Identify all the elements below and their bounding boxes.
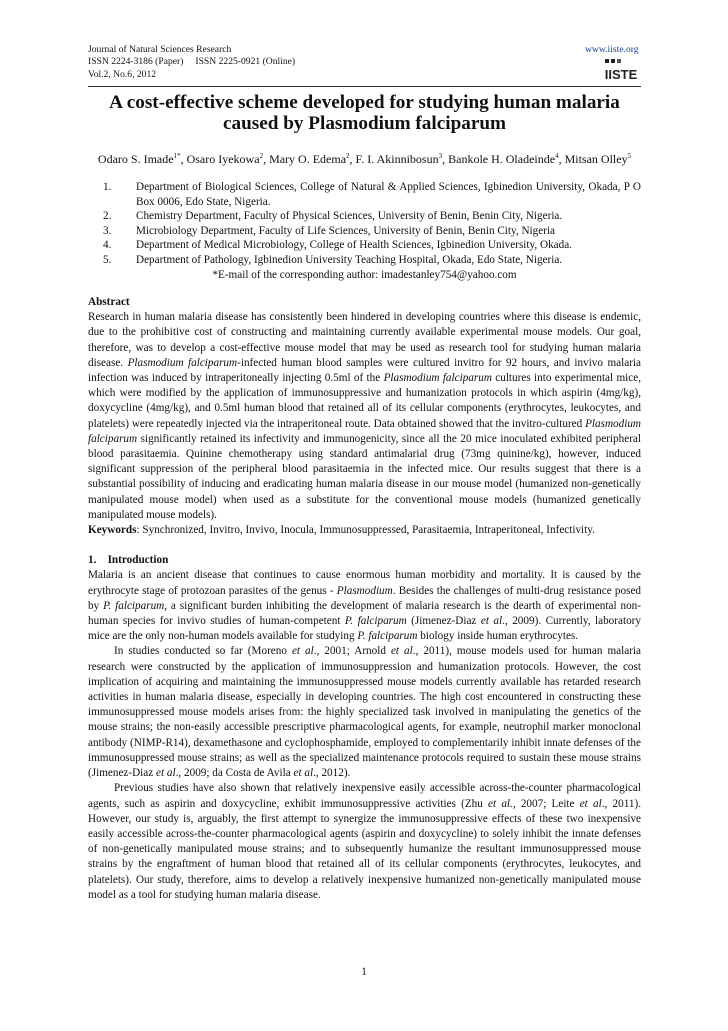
affiliation-text: Department of Biological Sciences, College of Natural & Applied Sciences, Igbinedion University, Okada, P O Box 0006, Edo State, Nigeria. [136,181,641,208]
affiliation-item [103,224,641,239]
author-list [88,149,641,166]
keywords-text: : Synchronized, Invitro, Invivo, Inocula, Immunosuppressed, Parasitaemia, Intraperitoneal, Infectivity. [136,524,595,537]
affiliation-number: 1. [103,181,112,193]
author-name: , Osaro Iyekowa [180,152,260,166]
page-number: 1 [361,966,367,978]
affiliation-list [103,180,641,268]
author-name: , Bankole H. Oladeinde [442,152,556,166]
intro-paragraph-1: Malaria is an ancient disease that continues to cause enormous human morbidity and mortality. It is caused by the erythrocyte stage of protozoan parasites of the genus - Plasmodium. Besides the challenges of multi-drug resistance posed by P. falciparum, a significant burden inhibiting the development of malaria research is the dearth of experimental non-human species for invivo studies of human-competent P. falciparum (Jimenez-Diaz et al., 2009). Currently, laboratory mice are the only non-human models available for studying P. falciparum biology inside human erythrocytes. [88,569,642,643]
section-heading-introduction: 1. Introduction [88,554,169,567]
affiliation-item [103,253,641,268]
journal-url[interactable]: www.iiste.org [585,44,639,55]
keywords-label: Keywords [88,524,137,537]
affiliation-text: Chemistry Department, Faculty of Physical Sciences, University of Benin, Benin City, Nigeria. [136,210,563,223]
affiliation-item [103,180,641,209]
abstract-heading: Abstract [88,296,130,308]
iiste-logo [604,58,638,82]
author-affil-marker: 4 [555,152,559,160]
author-affil-marker: 5 [627,152,632,160]
logo-text: IISTE [604,67,638,82]
header-divider [88,86,641,87]
affiliation-text: Microbiology Department, Faculty of Life Sciences, University of Benin, Benin City, Nigeria [136,224,556,237]
affiliation-number: 3. [103,224,112,237]
affiliation-text: Department of Medical Microbiology, College of Health Sciences, Igbinedion University, Okada. [136,239,572,252]
intro-paragraph-3: Previous studies have also shown that relatively inexpensive easily accessible across-the-counter pharmacological agents, such as aspirin and doxycycline, exhibit immunosuppressive activities (Zhu et al., 2007; Leite et al., 2011). However, our study is, arguably, the first attempt to synergize the immunosuppressive effects of these two inexpensive easily accessible across-the-counter pharmacological agents (aspirin and doxycycline) to solely inhibit the innate defenses of non-genetically manipulated mouse strains; and to subsequently humanize the resultant immunosuppressed mouse strains by the engraftment of human blood that retained all of its cellular components (erythrocytes, leukocytes, and platelets). Our study, therefore, aims to develop a relatively inexpensive humanized non-genetically manipulated mouse model as a tool for studying human malaria disease. [88,782,641,901]
paper-body [88,295,641,903]
affiliation-item [103,238,641,253]
journal-header [88,44,295,81]
issn-row [88,56,295,68]
section-gap [88,538,641,553]
author-affil-marker: 3 [438,152,443,160]
keywords [88,523,641,538]
affiliation-item [103,209,641,224]
author-affil-marker: 2 [346,152,350,160]
author-name: , Mary O. Edema [263,152,347,166]
corresponding-email: *E-mail of the corresponding author: imadestanley754@yahoo.com [212,269,517,281]
intro-paragraph-2: In studies conducted so far (Moreno et al., 2001; Arnold et al., 2011), mouse models used for human malaria research were constructed by the application of immunosuppression and humanization protocols. However, the cost implication of acquiring and maintaining the immunosuppressed mouse models currently available has retarded research activities in human malaria disease, especially in developing countries. The high cost encountered in constructing these immunosuppressed mouse models arises from: the highly specialized task involved in manipulating the genetics of the mouse strains; the non-easily accessible prescriptive pharmacological agents, for example, neutrophil marker monoclonal antibody (NIMP-R14), dexamethasone and cyclophosphamide, employed to complementarily inhibit innate defenses of the immunosuppressed mouse strains; as well as the specialized maintenance protocols required to sustain these mouse strains (Jimenez-Diaz et al., 2009; da Costa de Avila et al., 2012). [88,645,641,780]
abstract-text: Research in human malaria disease has consistently been hindered in developing countries where this disease is endemic, due to the prohibitive cost of constructing and maintaining currently available experimental mouse models. Our goal, therefore, was to develop a cost-effective mouse model that may be used as research tool for studying human malaria disease. Plasmodium falciparum-infected human blood samples were cultured invitro for 92 hours, and invivo malaria infection was induced by intraperitoneally injecting 0.5ml of the Plasmodium falciparum cultures into experimental mice, which were modified by the application of immunosuppressive and humanization protocols in which aspirin (4mg/kg), doxycycline (4mg/kg), and 0.5ml human blood that retained all of its cellular components (erythrocytes, leukocytes, and platelets) were repeatedly injected via the intraperitoneal route. Data obtained showed that the invitro-cultured Plasmodium falciparum significantly retained its infectivity and immunogenicity, since all the 20 mice inoculated exhibited peripheral blood parasitaemia. Quinine chemotherapy using standard antimalarial drug (73mg quinine/kg), however, induced significant suppression of the peripheral blood parasitaemia in the infected mice. Our results suggest that there is a substantial possibility of inducing and eradicating human malaria disease in our mouse model (humanized non-genetically manipulated mouse model) when used as a substitute for the conventional mouse models (humanized genetically manipulated mouse models). [88,311,642,521]
paper-title: A cost-effective scheme developed for studying human malaria caused by Plasmodium falciparum [109,92,620,134]
journal-name: Journal of Natural Sciences Research [88,44,232,55]
author-name: , F. I. Akinnibosun [349,152,439,166]
affiliation-number: 2. [103,210,112,223]
affiliation-text: Department of Pathology, Igbinedion University Teaching Hospital, Okada, Edo State, Nigeria. [136,253,563,266]
affiliation-number: 4. [103,239,112,252]
author-affil-marker: 1* [173,152,181,160]
author-name: Odaro S. Imade [97,152,174,166]
issn-online: ISSN 2225-0921 (Online) [195,56,296,68]
issn-paper: ISSN 2224-3186 (Paper) [88,56,184,68]
author-name: , Mitsan Olley [558,152,628,166]
volume-info: Vol.2, No.6, 2012 [88,68,157,80]
author-affil-marker: 2 [259,152,264,160]
affiliation-number: 5. [103,253,112,266]
